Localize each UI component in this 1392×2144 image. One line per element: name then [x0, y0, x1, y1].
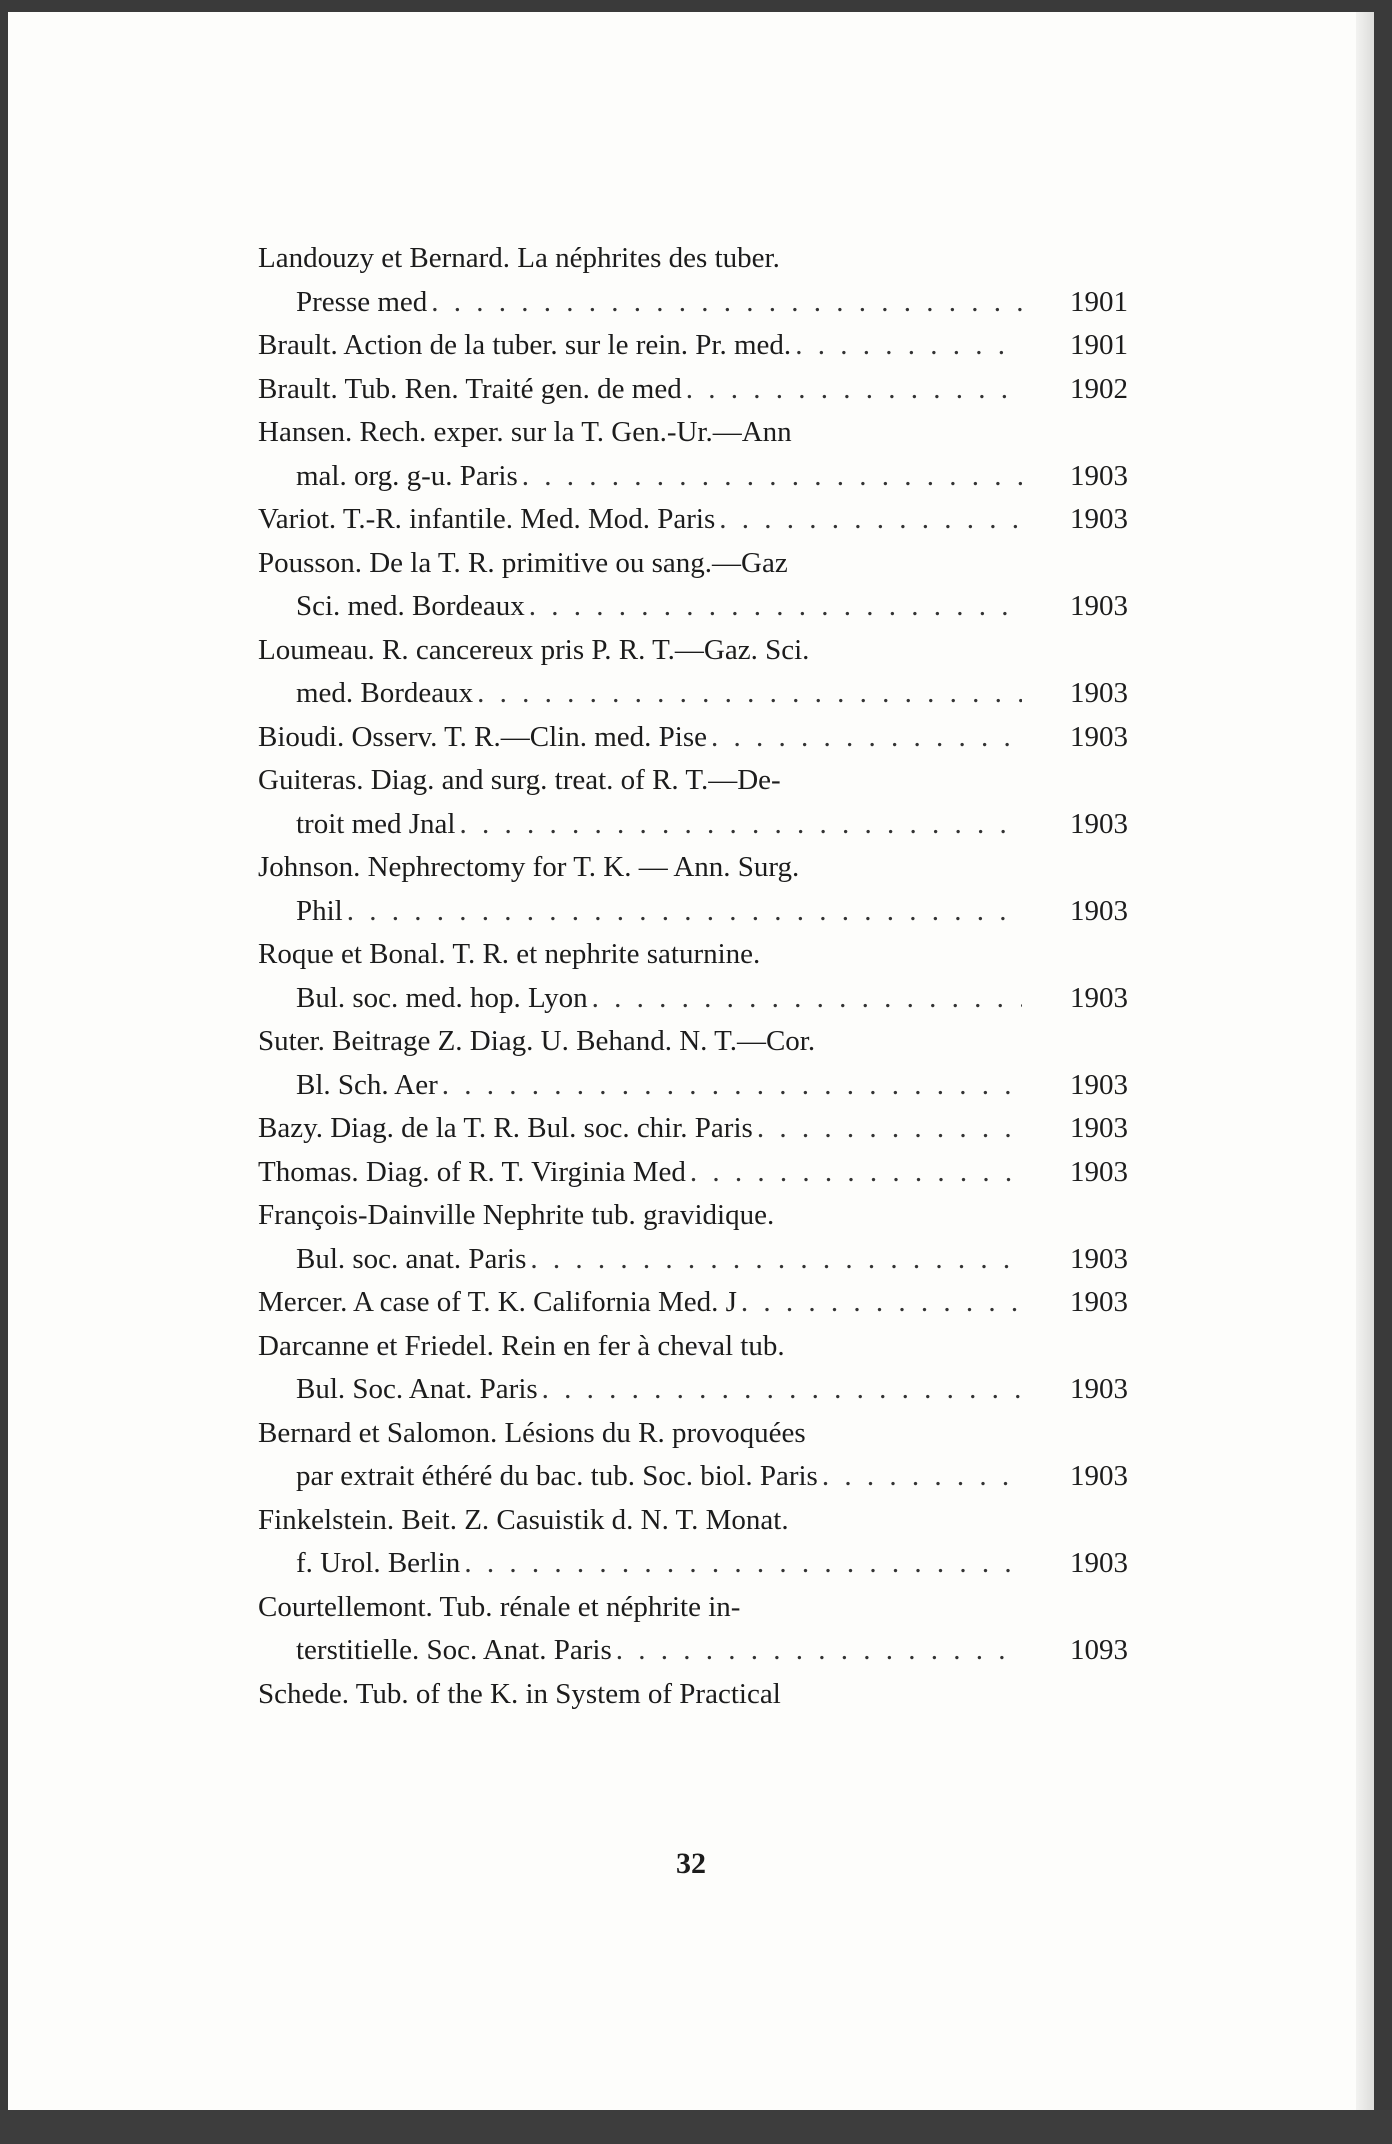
entry-year: 1903 — [1070, 1373, 1128, 1405]
entry-text: Brault. Tub. Ren. Traité gen. de med — [258, 372, 682, 405]
entry-first-line — [258, 1499, 1128, 1543]
entry-year: 1903 — [1070, 894, 1128, 927]
entry-text: Bernard et Salomon. Lésions du R. provoquées — [258, 1416, 806, 1449]
entry-source: Bul. soc. anat. Paris — [296, 1242, 527, 1275]
entry-first-line — [258, 1325, 1128, 1369]
entry-year: 1903 — [1070, 981, 1128, 1014]
entry-text: Schede. Tub. of the K. in System of Practical — [258, 1677, 781, 1710]
entry-source: Presse med — [296, 285, 428, 318]
entry-text: Hansen. Rech. exper. sur la T. Gen.-Ur.—Ann — [258, 416, 792, 448]
entry-continuation — [258, 1064, 1128, 1108]
entry-text: Brault. Action de la tuber. sur le rein. Pr. med. — [258, 329, 792, 361]
leader-dots — [460, 1542, 1022, 1586]
entry-first-line — [258, 1673, 1128, 1717]
entry-first-line — [258, 542, 1128, 586]
entry-text: Pousson. De la T. R. primitive ou sang.—Gaz — [258, 546, 788, 579]
bibliography-entry — [258, 542, 1128, 629]
leader-dots — [438, 1064, 1022, 1108]
entry-year: 1903 — [1070, 1460, 1128, 1492]
leader-dots — [343, 890, 1022, 934]
entry-first-line — [258, 759, 1128, 803]
entry-continuation — [258, 1368, 1128, 1412]
entry-continuation — [258, 585, 1128, 629]
leader-dots — [715, 498, 1022, 542]
bibliography-entry — [258, 1281, 1128, 1325]
leader-dots — [588, 977, 1022, 1021]
bibliography-entry — [258, 1020, 1128, 1107]
entry-text: Finkelstein. Beit. Z. Casuistik d. N. T. Monat. — [258, 1503, 789, 1536]
entry-first-line — [258, 368, 1128, 412]
entry-source: troit med Jnal — [296, 807, 456, 840]
bibliography-entry — [258, 1151, 1128, 1195]
bibliography-entry — [258, 629, 1128, 716]
leader-dots — [791, 324, 1022, 368]
entry-source: mal. org. g-u. Paris — [296, 459, 518, 492]
leader-dots — [737, 1281, 1022, 1325]
leader-dots — [518, 455, 1022, 499]
entry-source: med. Bordeaux — [296, 677, 474, 709]
entry-continuation — [258, 977, 1128, 1021]
entry-continuation — [258, 455, 1128, 499]
entry-first-line — [258, 629, 1128, 673]
bibliography-entry — [258, 1325, 1128, 1412]
book-page — [8, 12, 1374, 2110]
bibliography-entry — [258, 1412, 1128, 1499]
entry-source: Bul. Soc. Anat. Paris — [296, 1373, 538, 1405]
entry-source: Sci. med. Bordeaux — [296, 590, 525, 622]
bibliography-entry — [258, 846, 1128, 933]
entry-first-line — [258, 324, 1128, 368]
entry-text: Johnson. Nephrectomy for T. K. — Ann. Surg. — [258, 851, 800, 883]
bibliography-entry — [258, 1673, 1128, 1717]
entry-first-line — [258, 1281, 1128, 1325]
entry-year: 1903 — [1070, 590, 1128, 622]
bibliography-entry — [258, 1586, 1128, 1673]
bibliography-entry — [258, 368, 1128, 412]
entry-source: Bl. Sch. Aer — [296, 1068, 438, 1101]
leader-dots — [538, 1368, 1022, 1412]
bibliography-entry — [258, 1194, 1128, 1281]
entry-text: Mercer. A case of T. K. California Med. J — [258, 1286, 737, 1318]
bibliography-entry — [258, 237, 1128, 324]
entry-year: 1093 — [1070, 1634, 1128, 1666]
entry-year: 1902 — [1070, 372, 1128, 405]
bibliography-entry — [258, 933, 1128, 1020]
entry-text: Variot. T.-R. infantile. Med. Mod. Paris — [258, 503, 716, 535]
entry-continuation — [258, 281, 1128, 325]
bibliography-entry — [258, 411, 1128, 498]
entry-continuation — [258, 803, 1128, 847]
entry-continuation — [258, 672, 1128, 716]
entry-first-line — [258, 1151, 1128, 1195]
leader-dots — [473, 672, 1022, 716]
bibliography-entry — [258, 498, 1128, 542]
entry-first-line — [258, 237, 1128, 281]
entry-year: 1903 — [1070, 1547, 1128, 1579]
leader-dots — [753, 1107, 1022, 1151]
leader-dots — [686, 1151, 1022, 1195]
entry-year: 1903 — [1070, 1286, 1128, 1318]
entry-first-line — [258, 933, 1128, 977]
entry-text: Thomas. Diag. of R. T. Virginia Med — [258, 1155, 686, 1188]
scanner-bottom-border — [0, 2110, 1392, 2144]
entry-text: François-Dainville Nephrite tub. gravidique. — [258, 1199, 775, 1231]
entry-first-line — [258, 1020, 1128, 1064]
entry-text: Roque et Bonal. T. R. et nephrite saturnine. — [258, 938, 761, 970]
entry-source: Phil — [296, 894, 343, 927]
entry-first-line — [258, 846, 1128, 890]
bibliography-entry — [258, 1499, 1128, 1586]
bibliography-entry — [258, 716, 1128, 760]
entry-source: par extrait éthéré du bac. tub. Soc. biol. Paris — [296, 1460, 818, 1492]
bibliography-entry — [258, 1107, 1128, 1151]
entry-first-line — [258, 1194, 1128, 1238]
entry-continuation — [258, 1455, 1128, 1499]
entry-source: f. Urol. Berlin — [296, 1547, 461, 1579]
entry-continuation — [258, 890, 1128, 934]
entry-year: 1903 — [1070, 1242, 1128, 1275]
entry-year: 1903 — [1070, 1155, 1128, 1188]
leader-dots — [525, 585, 1022, 629]
entry-first-line — [258, 498, 1128, 542]
leader-dots — [526, 1238, 1022, 1282]
entry-first-line — [258, 1107, 1128, 1151]
entry-year: 1901 — [1070, 329, 1128, 361]
entry-source: Bul. soc. med. hop. Lyon — [296, 981, 588, 1014]
entry-text: Landouzy et Bernard. La néphrites des tuber. — [258, 242, 780, 274]
entry-year: 1903 — [1070, 1112, 1128, 1144]
entry-year: 1903 — [1070, 503, 1128, 535]
leader-dots — [682, 368, 1022, 412]
entry-text: Darcanne et Friedel. Rein en fer à cheval tub. — [258, 1329, 785, 1362]
entry-text: Guiteras. Diag. and surg. treat. of R. T.—De- — [258, 764, 781, 796]
entry-year: 1903 — [1070, 807, 1128, 840]
entry-text: Courtellemont. Tub. rénale et néphrite in- — [258, 1590, 741, 1623]
bibliography-entry — [258, 324, 1128, 368]
entry-continuation — [258, 1238, 1128, 1282]
page-edge-shadow — [1356, 12, 1374, 2110]
entry-text: Bioudi. Osserv. T. R.—Clin. med. Pise — [258, 720, 707, 753]
bibliography-list — [258, 237, 1128, 1716]
entry-text: Suter. Beitrage Z. Diag. U. Behand. N. T.—Cor. — [258, 1025, 816, 1057]
leader-dots — [707, 716, 1022, 760]
bibliography-entry — [258, 759, 1128, 846]
entry-first-line — [258, 1412, 1128, 1456]
entry-year: 1903 — [1070, 459, 1128, 492]
entry-year: 1901 — [1070, 285, 1128, 318]
page-number: 32 — [676, 1847, 706, 1880]
entry-continuation — [258, 1629, 1128, 1673]
leader-dots — [427, 281, 1022, 325]
leader-dots — [818, 1455, 1022, 1499]
leader-dots — [455, 803, 1022, 847]
entry-first-line — [258, 716, 1128, 760]
entry-first-line — [258, 1586, 1128, 1630]
entry-first-line — [258, 411, 1128, 455]
entry-text: Bazy. Diag. de la T. R. Bul. soc. chir. Paris — [258, 1112, 753, 1144]
entry-year: 1903 — [1070, 720, 1128, 753]
entry-source: terstitielle. Soc. Anat. Paris — [296, 1634, 612, 1666]
leader-dots — [612, 1629, 1022, 1673]
entry-year: 1903 — [1070, 677, 1128, 709]
entry-year: 1903 — [1070, 1068, 1128, 1101]
entry-text: Loumeau. R. cancereux pris P. R. T.—Gaz. Sci. — [258, 633, 810, 666]
entry-continuation — [258, 1542, 1128, 1586]
